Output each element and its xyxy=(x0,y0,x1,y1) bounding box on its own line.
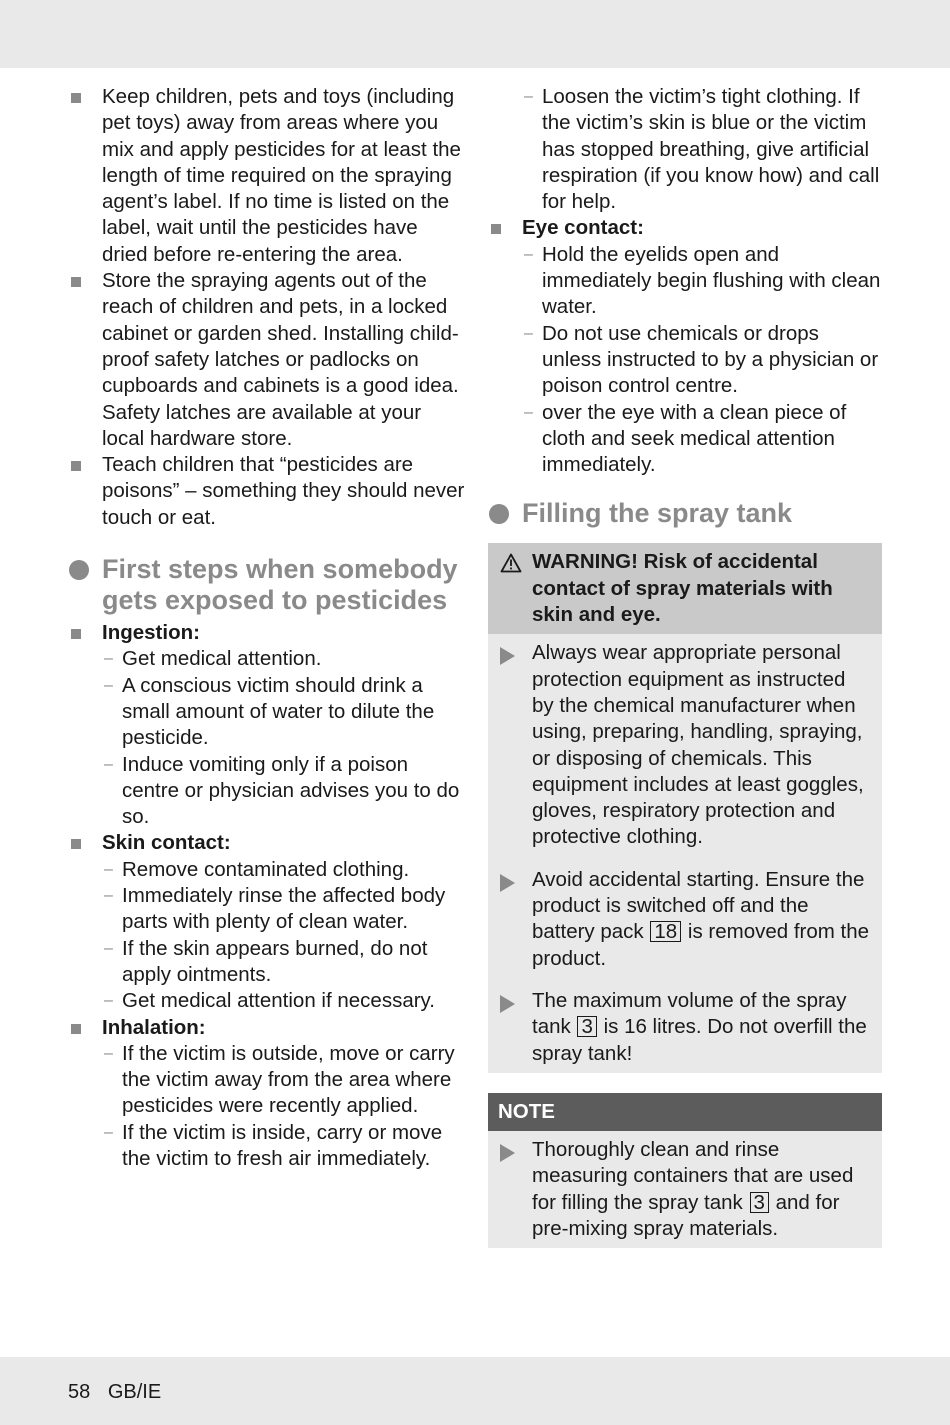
list-item: – A conscious victim should drink a small amount of water to dilute the pesticide. xyxy=(104,673,435,750)
triangle-arrow-icon xyxy=(500,1144,515,1162)
warning-triangle-icon xyxy=(500,553,522,573)
list-item: – Induce vomiting only if a poison centre or physician advises you to do so. xyxy=(104,752,460,829)
triangle-arrow-icon xyxy=(500,995,515,1013)
square-bullet-icon xyxy=(71,1024,81,1034)
section-heading-first-steps xyxy=(68,554,468,616)
eye-list xyxy=(522,242,882,479)
bullet-text: Teach children that “pesticides are poisons” – something they should never touch or eat. xyxy=(102,453,465,529)
locale-label: GB/IE xyxy=(107,1381,162,1403)
inhalation-block xyxy=(68,1015,468,1041)
ingestion-block xyxy=(68,620,468,646)
list-item: – Hold the eyelids open and immediately begin flushing with clean water. xyxy=(524,242,881,319)
dash-icon: – xyxy=(524,245,533,263)
dash-icon: – xyxy=(104,939,113,957)
dash-icon: – xyxy=(104,860,113,878)
right-column xyxy=(488,84,882,1248)
skin-list xyxy=(102,857,468,1015)
list-item: – If the victim is outside, move or carry the victim away from the area where pesticides were recently applied. xyxy=(104,1041,455,1118)
dash-icon: – xyxy=(104,887,113,905)
list-item: – Immediately rinse the affected body parts with plenty of clean water. xyxy=(104,884,446,934)
note-item: Thoroughly clean and rinse measuring containers that are used for filling the spray tank 3 and for pre-mixing spray materials. xyxy=(488,1131,882,1248)
reference-number: 3 xyxy=(750,1192,769,1213)
inhalation-list xyxy=(102,1041,468,1172)
dash-icon: – xyxy=(104,755,113,773)
warning-box xyxy=(488,543,882,1072)
page-number: 58 xyxy=(68,1381,91,1403)
bullet-text: Store the spraying agents out of the reach of children and pets, in a locked cabinet or garden shed. Installing child-proof safety latches or padlocks on cupboards and cabinets is a good idea. Safety latches are available at your local hardware store. xyxy=(102,269,459,450)
note-box xyxy=(488,1093,882,1248)
ingestion-heading: Ingestion: xyxy=(102,621,200,645)
ingestion-list xyxy=(102,646,468,830)
list-item: – If the victim is inside, carry or move the victim to fresh air immediately. xyxy=(104,1120,443,1170)
dash-icon: – xyxy=(104,1123,113,1141)
warning-heading xyxy=(488,543,882,634)
eye-block xyxy=(488,215,882,241)
dash-icon: – xyxy=(104,676,113,694)
eye-heading: Eye contact: xyxy=(522,216,644,240)
list-item: – Get medical attention. xyxy=(102,646,468,672)
dash-icon: – xyxy=(104,992,113,1010)
square-bullet-icon xyxy=(71,277,81,287)
list-item: – Get medical attention if necessary. xyxy=(102,988,468,1014)
triangle-arrow-icon xyxy=(500,874,515,892)
list-item: – over the eye with a clean piece of cloth and seek medical attention immediately. xyxy=(524,400,847,477)
list-item: – If the skin appears burned, do not apply ointments. xyxy=(104,936,428,986)
warning-item: The maximum volume of the spray tank 3 is 16 litres. Do not overfill the spray tank! xyxy=(488,982,882,1073)
left-column xyxy=(68,84,468,1172)
reference-number: 18 xyxy=(650,921,681,942)
circle-section-icon xyxy=(489,504,509,524)
section-title: Filling the spray tank xyxy=(522,498,793,529)
triangle-arrow-icon xyxy=(500,647,515,665)
dash-icon: – xyxy=(524,324,533,342)
list-item: – Remove contaminated clothing. xyxy=(102,857,468,883)
list-item xyxy=(68,268,468,452)
dash-icon: – xyxy=(524,88,533,105)
inhalation-list-continued xyxy=(522,84,882,215)
circle-section-icon xyxy=(69,560,89,580)
bullet-text: Keep children, pets and toys (including pet toys) away from areas where you mix and apply pesticides for at least the length of time required on the spraying agent’s label. If no time is listed on the label, wait until the pesticides have dried before re-entering the area. xyxy=(102,85,461,266)
dash-icon: – xyxy=(104,1044,113,1062)
skin-heading: Skin contact: xyxy=(102,831,231,855)
square-bullet-icon xyxy=(71,461,81,471)
list-item xyxy=(68,84,468,268)
square-bullet-icon xyxy=(71,629,81,639)
footer xyxy=(68,1379,161,1405)
inhalation-heading: Inhalation: xyxy=(102,1015,206,1039)
header-band xyxy=(0,0,950,68)
skin-block xyxy=(68,830,468,856)
list-item: – Do not use chemicals or drops unless instructed to by a physician or poison control centre. xyxy=(524,321,879,398)
warning-item: Always wear appropriate personal protection equipment as instructed by the chemical manufacturer when using, preparing, handling, spraying, or disposing of chemicals. This equipment includes at least goggles, gloves, respiratory protection and protective clothing. xyxy=(488,634,882,856)
warning-item: Avoid accidental starting. Ensure the product is switched off and the battery pack 18 is removed from the product. xyxy=(488,861,882,978)
list-item: – Loosen the victim’s tight clothing. If the victim’s skin is blue or the victim has stopped breathing, give artificial respiration (if you know how) and call for help. xyxy=(524,85,880,214)
dash-icon: – xyxy=(524,403,533,421)
section-heading-filling xyxy=(488,498,882,529)
square-bullet-icon xyxy=(71,93,81,103)
list-item xyxy=(68,452,468,531)
note-heading: NOTE xyxy=(488,1093,882,1131)
square-bullet-icon xyxy=(71,839,81,849)
square-bullet-icon xyxy=(491,224,501,234)
warning-heading-text: WARNING! Risk of accidental contact of spray materials with skin and eye. xyxy=(532,550,833,627)
section-title: First steps when somebody gets exposed to pesticides xyxy=(102,554,458,616)
dash-icon: – xyxy=(104,650,113,668)
reference-number: 3 xyxy=(577,1016,596,1037)
